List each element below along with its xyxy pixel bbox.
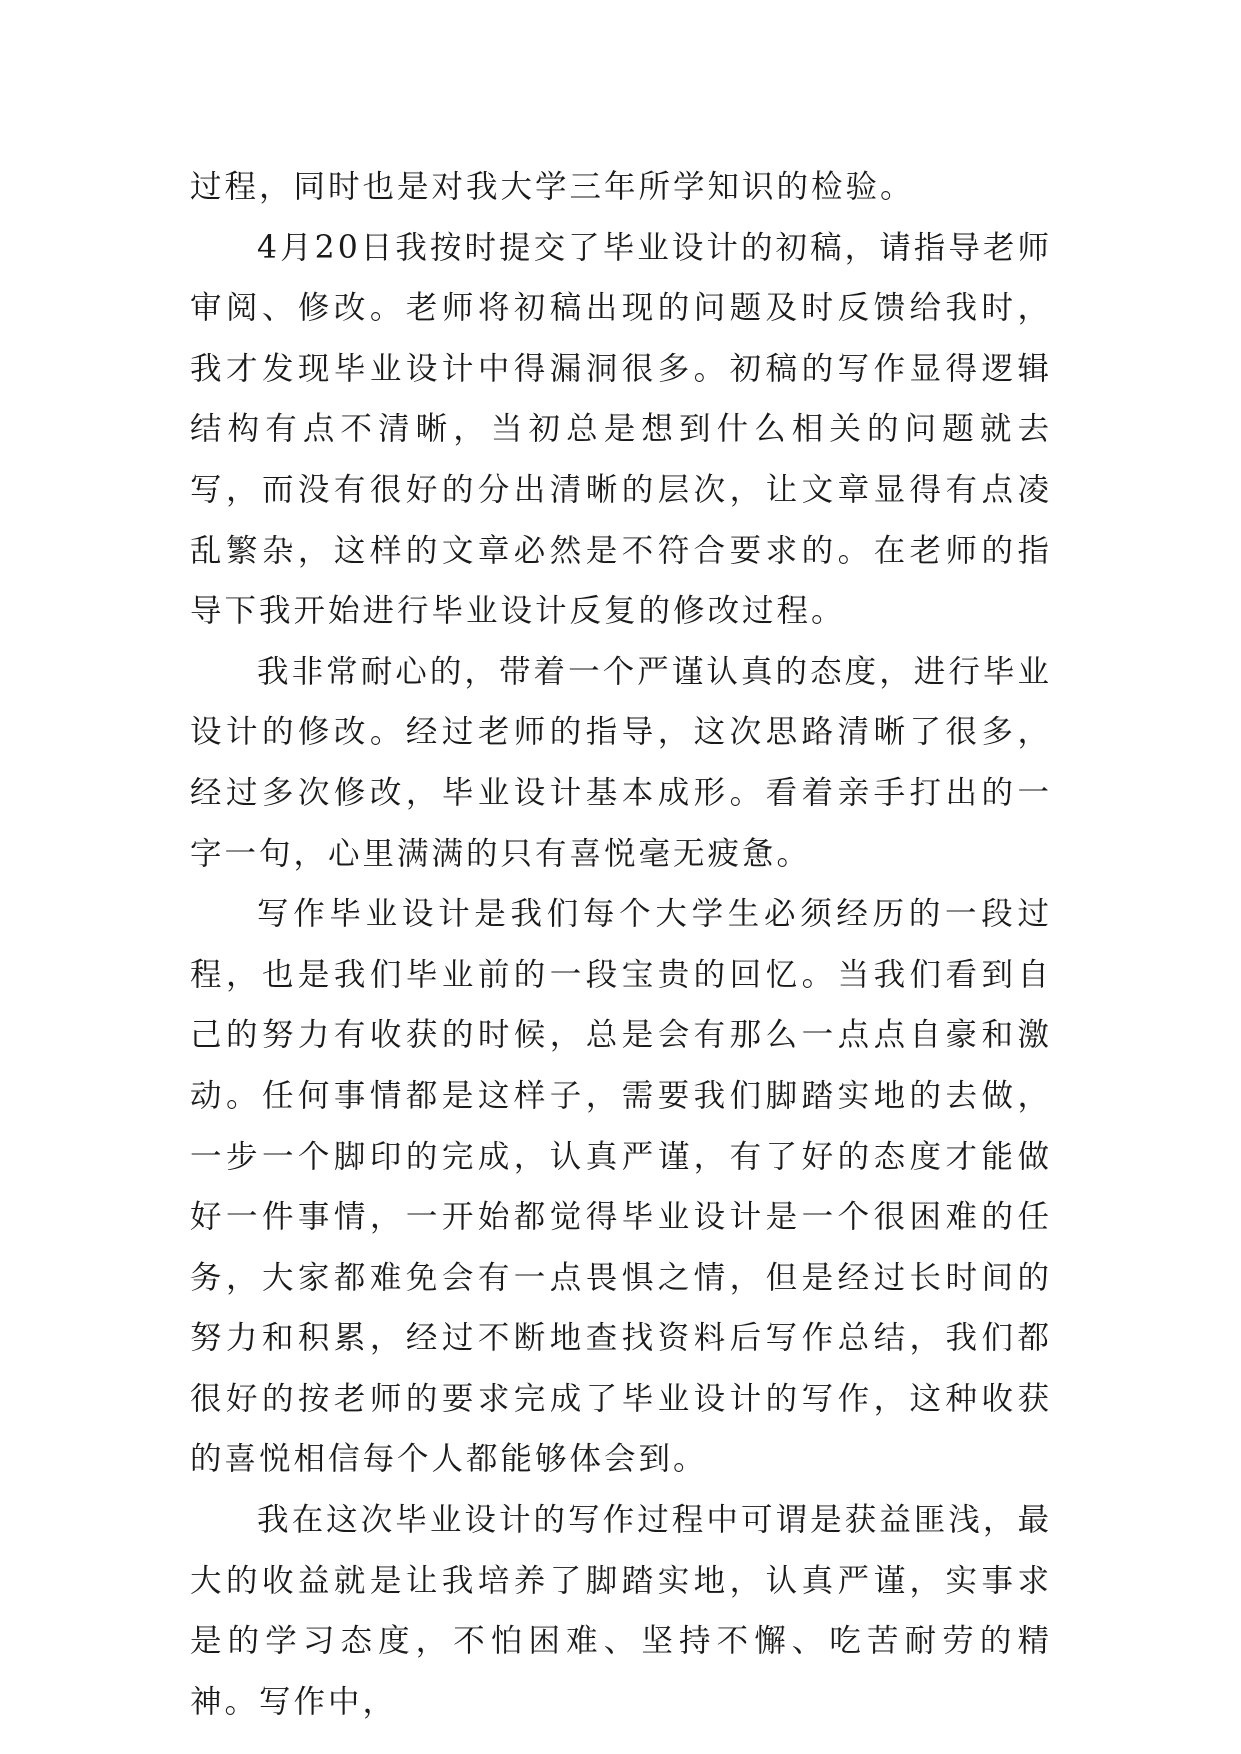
paragraph: 写作毕业设计是我们每个大学生必须经历的一段过程，也是我们毕业前的一段宝贵的回忆。当我们看到自己的努力有收获的时候，总是会有那么一点点自豪和激动。任何事情都是这样子，需要我们脚踏实地的去做，一步一个脚印的完成，认真严谨，有了好的态度才能做好一件事情，一开始都觉得毕业设计是一个很困难的任务，大家都难免会有一点畏惧之情，但是经过长时间的努力和积累，经过不断地查找资料后写作总结，我们都很好的按老师的要求完成了毕业设计的写作，这种收获的喜悦相信每个人都能够体会到。 xyxy=(190,896,1052,1478)
paragraph: 过程，同时也是对我大学三年所学知识的检验。 xyxy=(190,169,915,205)
paragraph: 我在这次毕业设计的写作过程中可谓是获益匪浅，最大的收益就是让我培养了脚踏实地，认真严谨，实事求是的学习态度，不怕困难、坚持不懈、吃苦耐劳的精神。写作中， xyxy=(190,1502,1052,1720)
paragraph: 我非常耐心的，带着一个严谨认真的态度，进行毕业设计的修改。经过老师的指导，这次思路清晰了很多，经过多次修改，毕业设计基本成形。看着亲手打出的一字一句，心里满满的只有喜悦毫无疲惫。 xyxy=(190,653,1052,872)
paragraph: 4月20日我按时提交了毕业设计的初稿，请指导老师审阅、修改。老师将初稿出现的问题及时反馈给我时，我才发现毕业设计中得漏洞很多。初稿的写作显得逻辑结构有点不清晰，当初总是想到什么相关的问题就去写，而没有很好的分出清晰的层次，让文章显得有点凌乱繁杂，这样的文章必然是不符合要求的。在老师的指导下我开始进行毕业设计反复的修改过程。 xyxy=(190,229,1052,630)
body-text xyxy=(190,157,1052,1732)
